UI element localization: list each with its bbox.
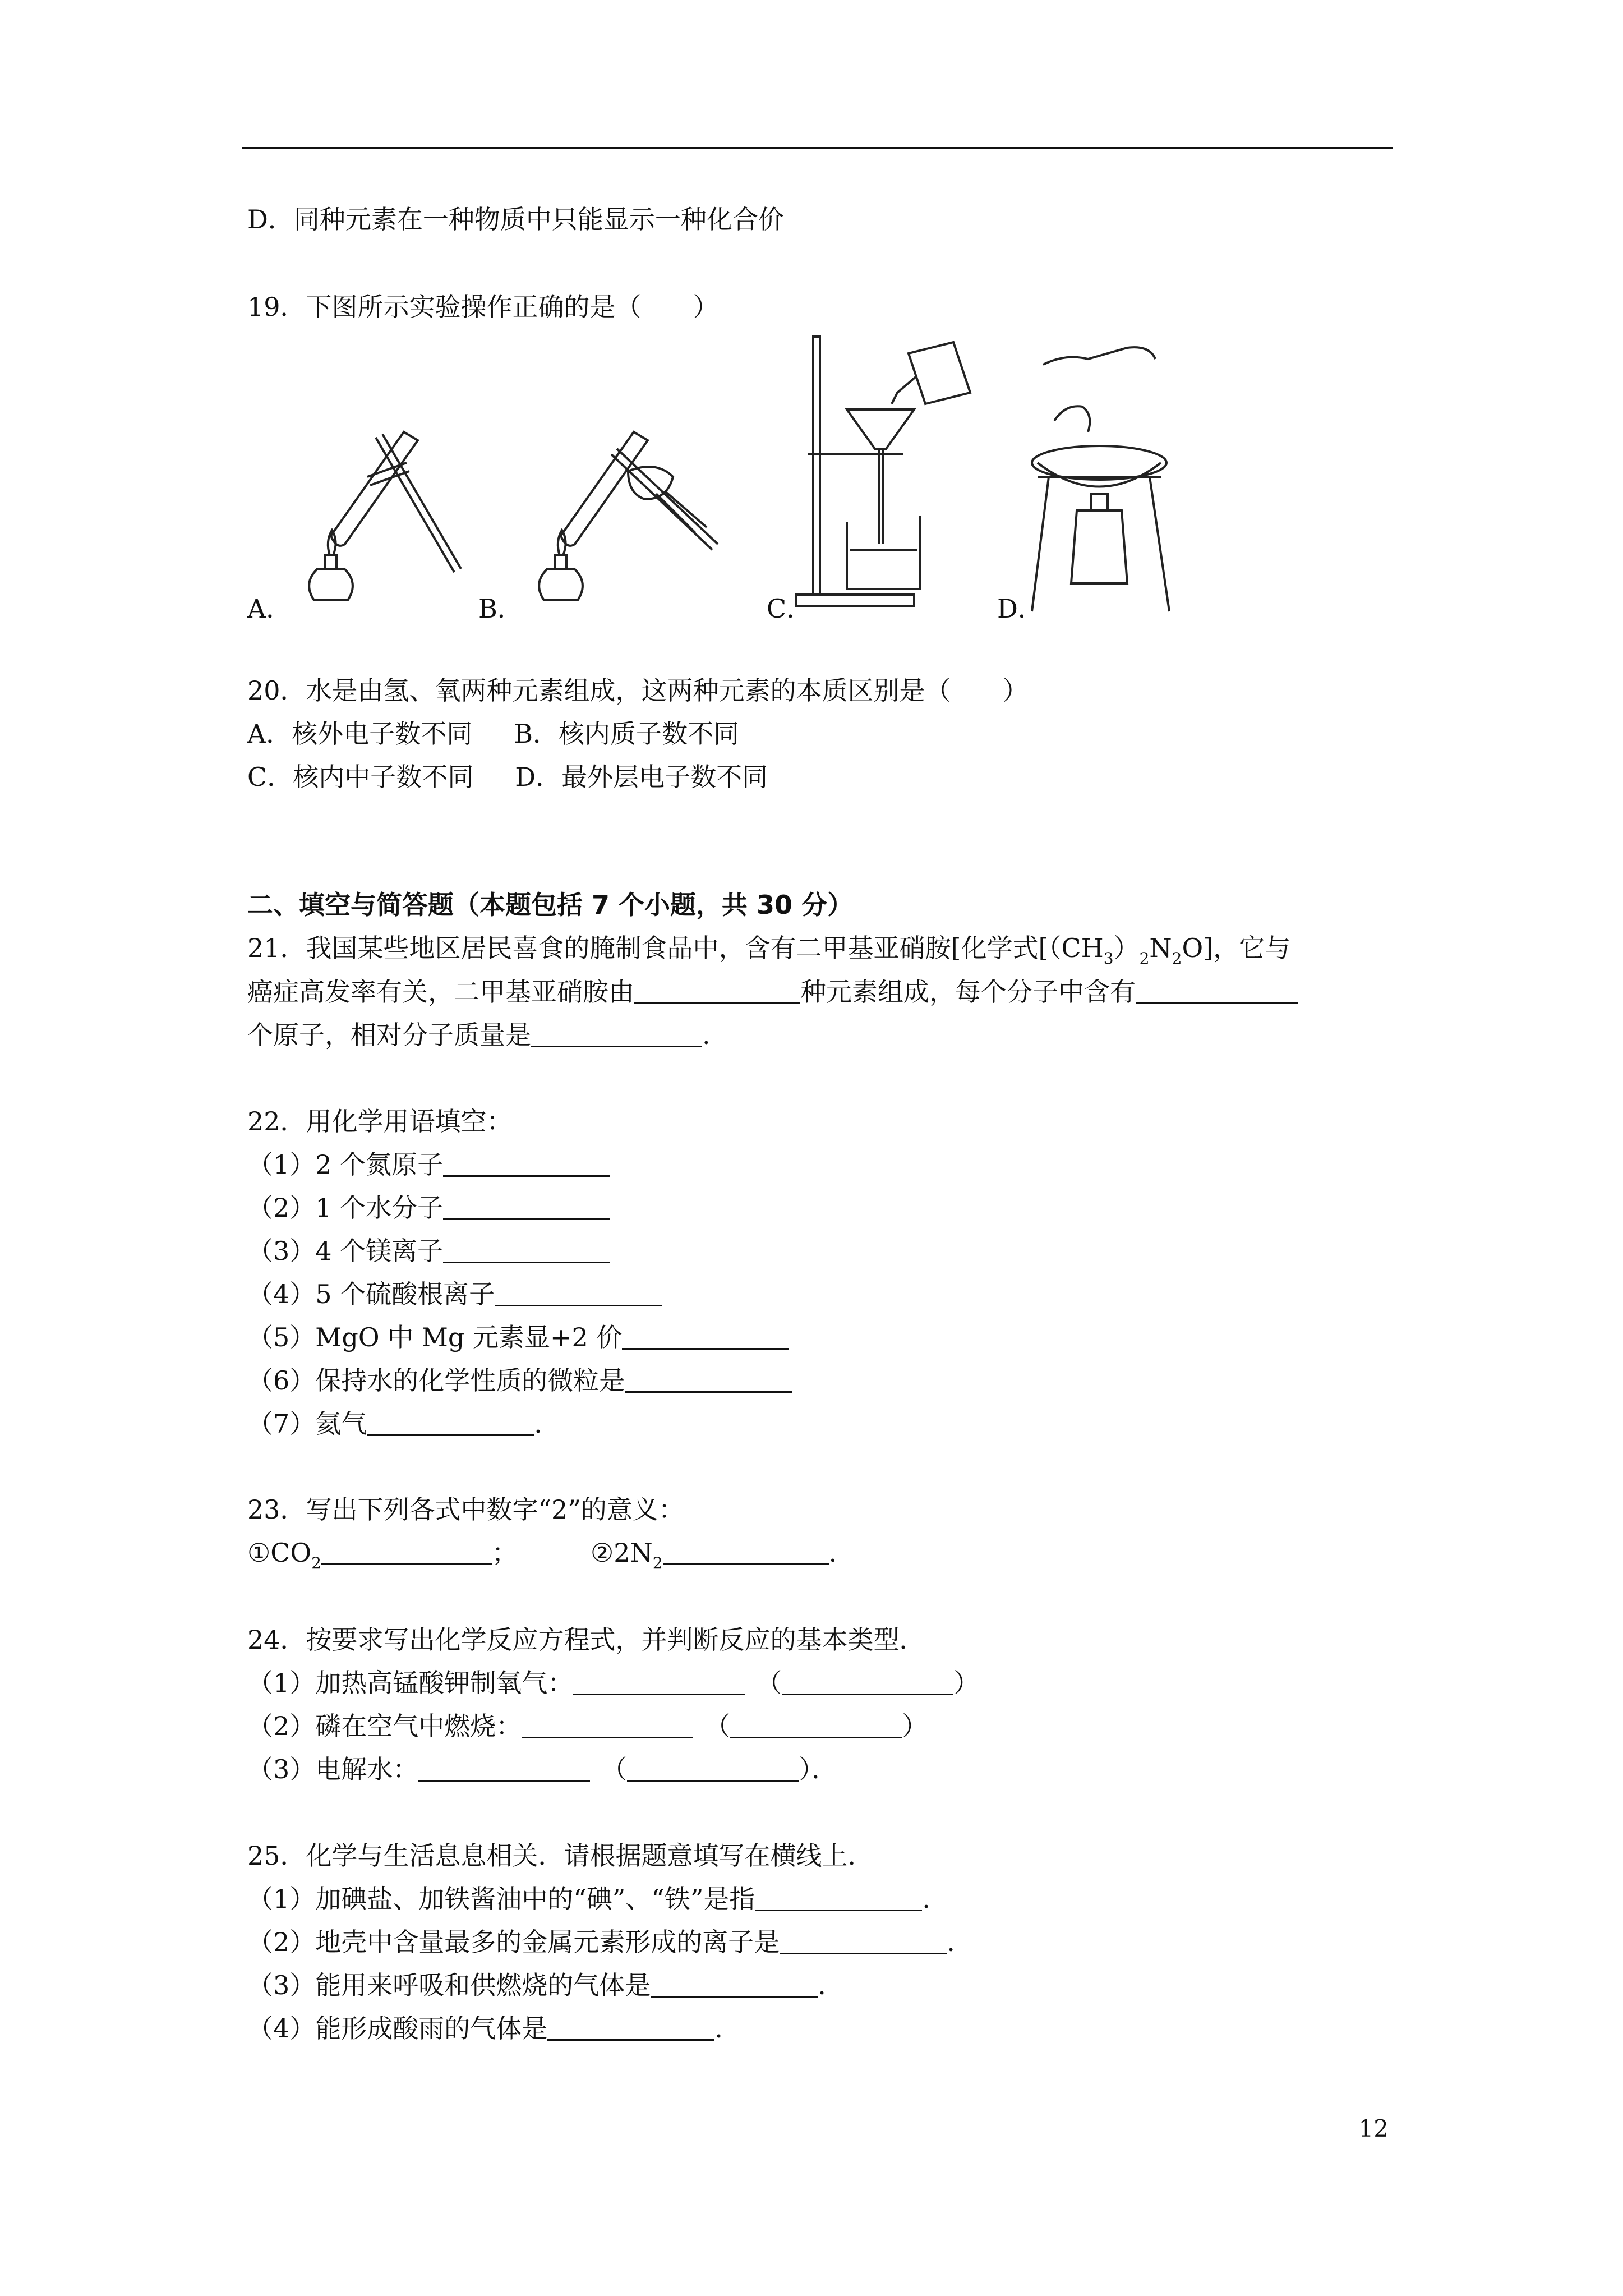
q24-item-3: （3）电解水： （ ）． xyxy=(247,1754,838,1784)
answer-blank[interactable] xyxy=(443,1153,610,1177)
answer-blank[interactable] xyxy=(651,1973,818,1998)
answer-blank[interactable] xyxy=(547,2017,714,2041)
q22-item-1: （1）2 个氮原子 xyxy=(247,1152,610,1177)
answer-blank[interactable] xyxy=(755,1887,922,1911)
q18-option-d: D．同种元素在一种物质中只能显示一种化合价 xyxy=(247,204,784,234)
q22-item-3: （3）4 个镁离子 xyxy=(247,1238,610,1264)
q22-item-2: （2）1 个水分子 xyxy=(247,1195,610,1221)
q24-item-1: （1）加热高锰酸钾制氧气： （ ） xyxy=(247,1668,980,1698)
answer-blank[interactable] xyxy=(1136,980,1298,1004)
answer-blank[interactable] xyxy=(443,1196,610,1220)
q22-item-7: （7）氦气 . xyxy=(247,1409,542,1439)
q21-line-2: 癌症高发率有关，二甲基亚硝胺由 种元素组成，每个分子中含有 xyxy=(247,979,1298,1005)
q20-stem: 20．水是由氢、氧两种元素组成，这两种元素的本质区别是（ ） xyxy=(247,675,1029,706)
heating-test-tube-hand-icon xyxy=(527,415,740,611)
q21-line-3: 个原子，相对分子质量是 . xyxy=(247,1020,711,1050)
q24-stem: 24．按要求写出化学反应方程式，并判断反应的基本类型． xyxy=(247,1625,925,1655)
answer-blank[interactable] xyxy=(730,1714,902,1738)
q23-parts: $①CO_2$ ； $②2N_2$ . xyxy=(247,1538,837,1572)
filtration-apparatus-icon xyxy=(791,331,1015,611)
heating-test-tube-icon xyxy=(292,415,482,611)
answer-blank[interactable] xyxy=(782,1671,953,1695)
q20-option-b: B．核内质子数不同 xyxy=(514,719,740,749)
answer-blank[interactable] xyxy=(531,1023,702,1047)
q20-option-d: D．最外层电子数不同 xyxy=(515,762,768,792)
answer-blank[interactable] xyxy=(625,1369,792,1393)
q20-options-cd xyxy=(247,764,768,790)
q22-item-6: （6）保持水的化学性质的微粒是 xyxy=(247,1368,792,1393)
q19-option-a-label: A． xyxy=(247,593,292,624)
answer-blank[interactable] xyxy=(321,1541,492,1565)
q25-item-1: （1）加碘盐、加铁酱油中的“碘”、“铁”是指 . xyxy=(247,1884,930,1914)
q19-stem: 19．下图所示实验操作正确的是（ ） xyxy=(247,292,719,322)
q19-option-d-label: D． xyxy=(997,593,1044,624)
answer-blank[interactable] xyxy=(634,980,800,1004)
q25-stem: 25．化学与生活息息相关．请根据题意填写在横线上． xyxy=(247,1841,874,1871)
q20-option-c: C．核内中子数不同 xyxy=(247,762,474,792)
header-rule xyxy=(242,147,1393,149)
q25-item-3: （3）能用来呼吸和供燃烧的气体是 . xyxy=(247,1970,826,2000)
answer-blank[interactable] xyxy=(367,1412,534,1436)
q20-option-a: A．核外电子数不同 xyxy=(247,719,473,749)
q25-item-2: （2）地壳中含量最多的金属元素形成的离子是 . xyxy=(247,1927,955,1957)
q22-item-5: （5）MgO 中 Mg 元素显+2 价 xyxy=(247,1324,789,1350)
answer-blank[interactable] xyxy=(622,1326,789,1350)
q24-item-2: （2）磷在空气中燃烧： （ ） xyxy=(247,1711,928,1741)
answer-blank[interactable] xyxy=(418,1757,590,1782)
q19-option-b-label: B． xyxy=(478,593,523,624)
answer-blank[interactable] xyxy=(627,1757,799,1782)
answer-blank[interactable] xyxy=(573,1671,745,1695)
q21-line-1: 21．我国某些地区居民喜食的腌制食品中，含有二甲基亚硝胺[化学式$[(CH_3)_2N_2O]$，它与 xyxy=(247,933,1291,968)
q20-options-ab xyxy=(247,721,739,747)
q23-stem: 23．写出下列各式中数字“2”的意义： xyxy=(247,1494,684,1525)
section-2-title: 二、填空与简答题（本题包括 7 个小题，共 30 分） xyxy=(247,890,854,920)
answer-blank[interactable] xyxy=(663,1541,829,1565)
q22-item-4: （4）5 个硫酸根离子 xyxy=(247,1281,662,1307)
q19-option-c-label: C． xyxy=(767,593,813,624)
answer-blank[interactable] xyxy=(495,1282,662,1306)
answer-blank[interactable] xyxy=(780,1930,947,1954)
page-number: 12 xyxy=(1358,2115,1389,2142)
answer-blank[interactable] xyxy=(443,1239,610,1263)
evaporating-dish-icon xyxy=(1021,342,1189,617)
q25-item-4: （4）能形成酸雨的气体是 . xyxy=(247,2013,723,2044)
q22-stem: 22．用化学用语填空： xyxy=(247,1106,513,1137)
answer-blank[interactable] xyxy=(522,1714,693,1738)
